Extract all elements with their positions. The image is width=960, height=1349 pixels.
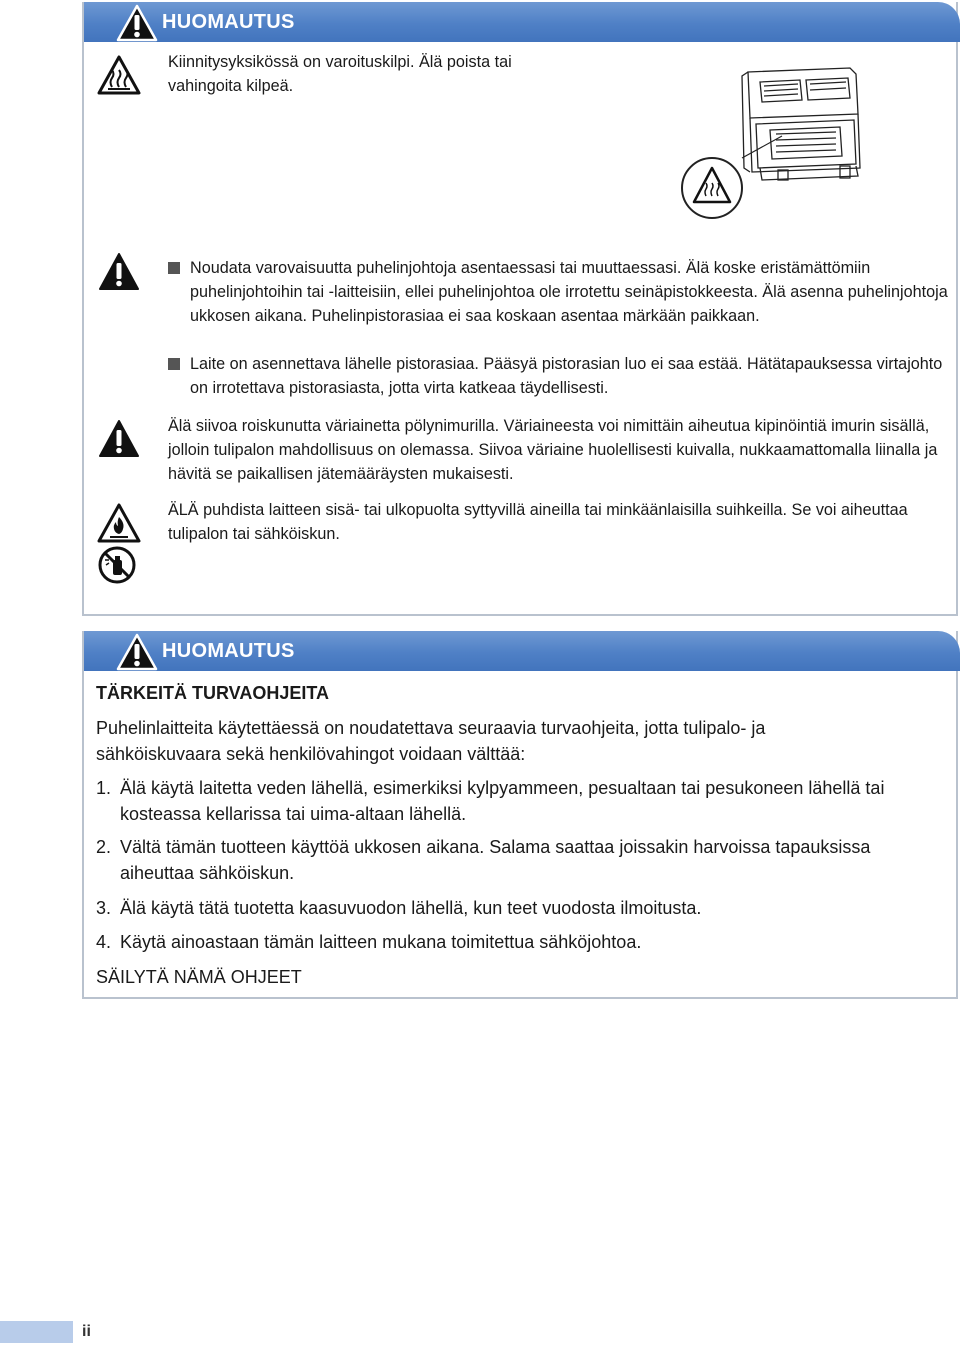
hot-surface-icon xyxy=(96,54,142,96)
caution-box-2 xyxy=(82,631,958,999)
caution-header-2 xyxy=(84,631,960,671)
caution-header-1 xyxy=(84,2,960,42)
bullet-phone-lines: Noudata varovaisuutta puhelinjohtoja asentaessasi tai muuttaessasi. Älä koske eristämättömiin puhelinjohtoihin tai -laitteisiin, ellei puhelinjohtoa ole irrotettu seinäpistokkeesta. Älä asenna puhelinjohtoja ukkosen aikana. Puhelinpistorasiaa ei saa koskaan asentaa märkään paikkaan. xyxy=(168,256,960,328)
bullet-square xyxy=(168,262,180,274)
warning-triangle-icon xyxy=(98,419,140,459)
toner-warning-text: Älä siivoa roiskunutta väriainetta pölynimurilla. Väriaineesta voi nimittäin aiheutua kipinöintiä imurin sisällä, jolloin tulipalon mahdollisuus on olemassa. Siivoa väriaine huolellisesti kuivalla, nukkaamattomalla liinalla ja hävitä se paikallisen jätemääräysten mukaisesti. xyxy=(168,417,938,483)
warning-triangle-icon xyxy=(116,4,158,42)
list-item: 4. Käytä ainoastaan tämän laitteen mukana toimitettua sähköjohtoa. xyxy=(96,932,642,952)
bullet-square xyxy=(168,358,180,370)
list-item: 3. Älä käytä tätä tuotetta kaasuvuodon lähellä, kun teet vuodosta ilmoitusta. xyxy=(96,898,702,918)
hot-surface-text: Kiinnitysyksikössä on varoituskilpi. Älä poista tai vahingoita kilpeä. xyxy=(168,53,512,95)
flammable-warning-text: ÄLÄ puhdista laitteen sisä- tai ulkopuolta syttyvillä aineilla tai minkäänlaisilla suihkeilla. Se voi aiheuttaa tulipalon tai sähköiskun. xyxy=(168,501,908,543)
warning-triangle-icon xyxy=(98,252,140,292)
fax-machine-illustration xyxy=(680,64,880,234)
caution-box-1 xyxy=(82,2,958,616)
warning-triangle-icon xyxy=(116,633,158,671)
page-number: ii xyxy=(82,1323,91,1340)
safety-intro: Puhelinlaitteita käytettäessä on noudatettava seuraavia turvaohjeita, jotta tulipalo- ja sähköiskuvaara sekä henkilövahingot voidaan välttää: xyxy=(96,718,766,764)
keep-instructions-text: SÄILYTÄ NÄMÄ OHJEET xyxy=(96,967,302,987)
fire-icon xyxy=(96,502,142,544)
list-item: 2. Vältä tämän tuotteen käyttöä ukkosen aikana. Salama saattaa joissakin harvoissa tapauksissa aiheuttaa sähköiskun. xyxy=(96,837,871,883)
list-item: 1. Älä käytä laitetta veden lähellä, esimerkiksi kylpyammeen, pesualtaan tai pesukoneen lähellä tai kosteassa kellarissa tai uima-altaan lähellä. xyxy=(96,778,885,824)
no-spray-icon xyxy=(97,545,137,585)
bullet-power-outlet: Laite on asennettava lähelle pistorasiaa. Pääsyä pistorasian luo ei saa estää. Hätätapauksessa virtajohto on irrotettava pistorasiasta, jotta virta katkeaa täydellisesti. xyxy=(168,352,960,400)
safety-instructions-title: TÄRKEITÄ TURVAOHJEITA xyxy=(96,683,330,703)
caution-title: HUOMAUTUS xyxy=(162,640,295,662)
caution-title: HUOMAUTUS xyxy=(162,11,295,33)
footer-bar xyxy=(0,1321,73,1343)
